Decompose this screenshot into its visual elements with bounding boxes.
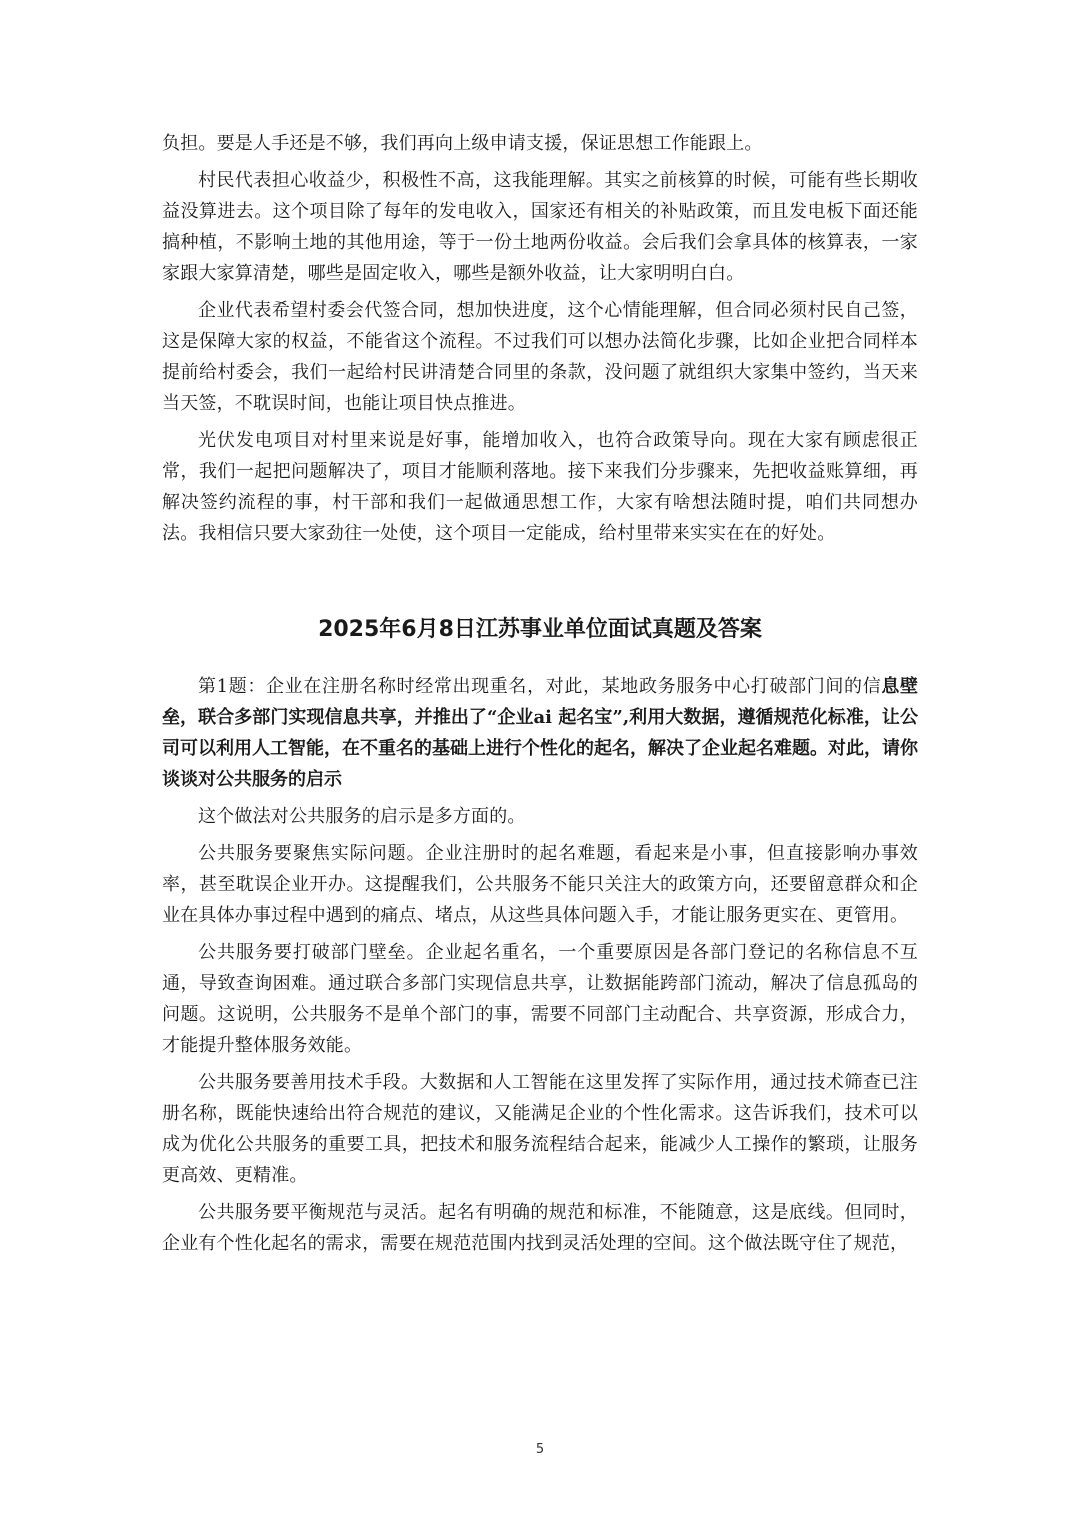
question-bold-text: 息壁垒，联合多部门实现信息共享，并推出了“企业ai 起名宝”,利用大数据，遵循规范化标准，让公司可以利用人工智能，在不重名的基础上进行个性化的起名，解决了企业起名难题。对此，请你谈谈对公共服务的启示 [162, 676, 919, 790]
document-page [162, 128, 918, 1265]
answer-paragraph: 这个做法对公共服务的启示是多方面的。 [198, 806, 526, 827]
page-number: 5 [535, 1442, 545, 1457]
continuation-paragraph: 光伏发电项目对村里来说是好事，能增加收入，也符合政策导向。现在大家有顾虑很正常，我们一起把问题解决了，项目才能顺利落地。接下来我们分步骤来，先把收益账算细，再解决签约流程的事，村干部和我们一起做通思想工作，大家有啥想法随时提，咱们共同想办法。我相信只要大家劲往一处使，这个项目一定能成，给村里带来实实在在的好处。 [162, 430, 918, 544]
section-title: 2025年6月8日江苏事业单位面试真题及答案 [318, 617, 762, 642]
answer-paragraph: 公共服务要打破部门壁垒。企业起名重名，一个重要原因是各部门登记的名称信息不互通，导致查询困难。通过联合多部门实现信息共享，让数据能跨部门流动，解决了信息孤岛的问题。这说明，公共服务不是单个部门的事，需要不同部门主动配合、共享资源，形成合力，才能提升整体服务效能。 [162, 942, 918, 1056]
question-prefix: 第1题：企业在注册名称时经常出现重名，对此，某地政务服务中心打破部门间的信 [198, 676, 882, 697]
question-paragraph [162, 671, 918, 795]
answer-paragraph: 公共服务要善用技术手段。大数据和人工智能在这里发挥了实际作用，通过技术筛查已注册名称，既能快速给出符合规范的建议，又能满足企业的个性化需求。这告诉我们，技术可以成为优化公共服务的重要工具，把技术和服务流程结合起来，能减少人工操作的繁琐，让服务更高效、更精准。 [162, 1072, 918, 1186]
continuation-paragraph: 企业代表希望村委会代签合同，想加快进度，这个心情能理解，但合同必须村民自己签，这是保障大家的权益，不能省这个流程。不过我们可以想办法简化步骤，比如企业把合同样本提前给村委会，我们一起给村民讲清楚合同里的条款，没问题了就组织大家集中签约，当天来当天签，不耽误时间，也能让项目快点推进。 [162, 300, 918, 414]
answer-paragraph: 公共服务要平衡规范与灵活。起名有明确的规范和标准，不能随意，这是底线。但同时，企业有个性化起名的需求，需要在规范范围内找到灵活处理的空间。这个做法既守住了规范， [162, 1202, 918, 1254]
answer-paragraph: 公共服务要聚焦实际问题。企业注册时的起名难题，看起来是小事，但直接影响办事效率，甚至耽误企业开办。这提醒我们，公共服务不能只关注大的政策方向，还要留意群众和企业在具体办事过程中遇到的痛点、堵点，从这些具体问题入手，才能让服务更实在、更管用。 [162, 843, 918, 926]
continuation-paragraph: 村民代表担心收益少，积极性不高，这我能理解。其实之前核算的时候，可能有些长期收益没算进去。这个项目除了每年的发电收入，国家还有相关的补贴政策，而且发电板下面还能搞种植，不影响土地的其他用途，等于一份土地两份收益。会后我们会拿具体的核算表，一家家跟大家算清楚，哪些是固定收入，哪些是额外收益，让大家明明白白。 [162, 170, 918, 284]
continuation-paragraph: 负担。要是人手还是不够，我们再向上级申请支援，保证思想工作能跟上。 [162, 133, 763, 154]
